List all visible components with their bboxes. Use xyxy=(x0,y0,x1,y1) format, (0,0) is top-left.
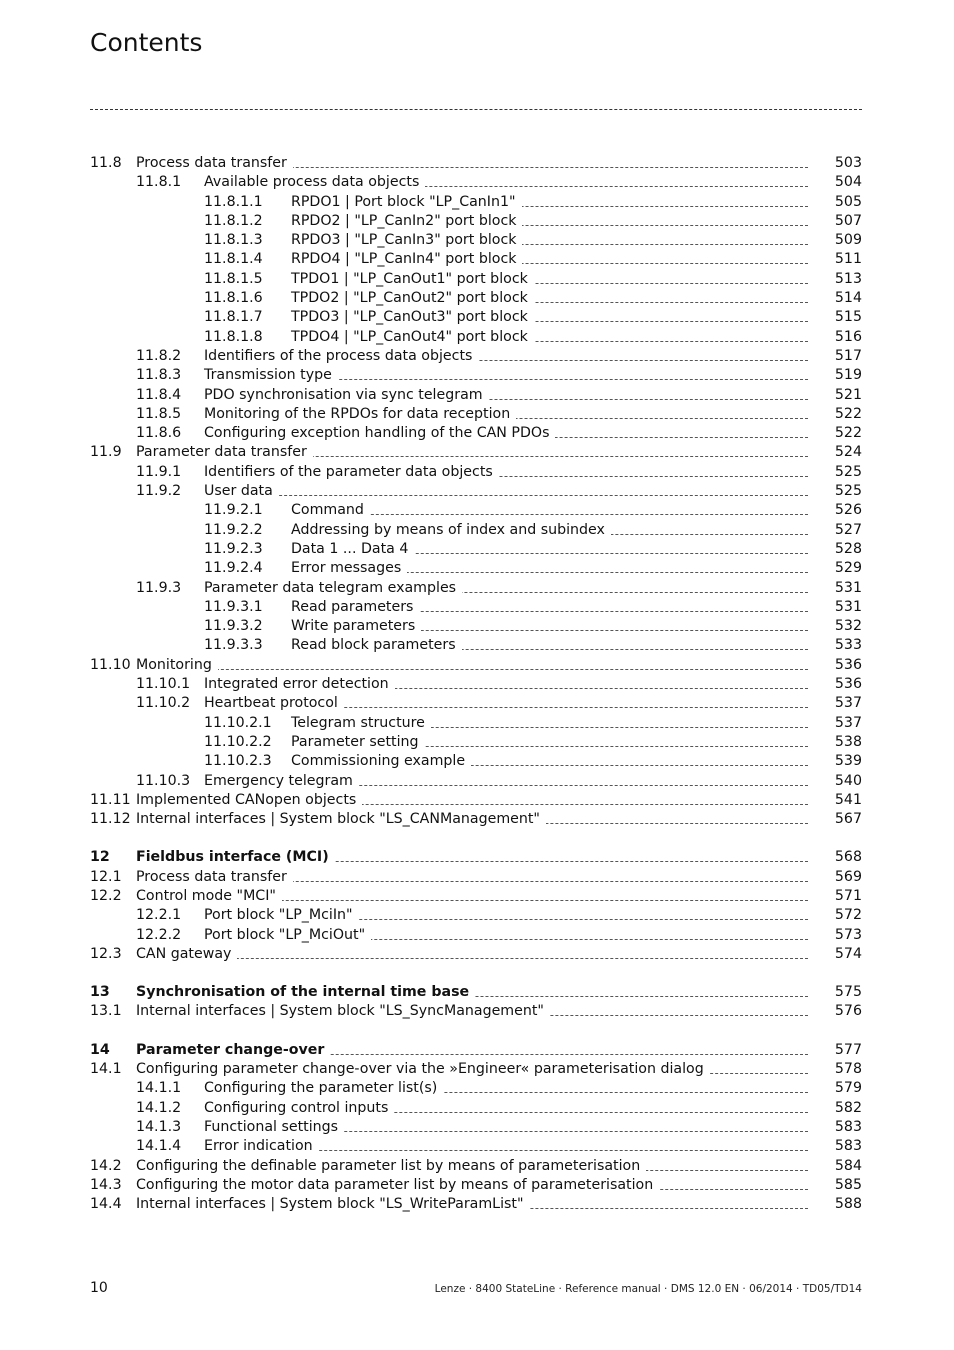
toc-entry[interactable] xyxy=(90,482,862,501)
toc-entry-page: 531 xyxy=(834,579,862,596)
toc-entry[interactable] xyxy=(90,521,862,540)
toc-entry-number: 11.10.3 xyxy=(136,772,191,789)
toc-entry[interactable] xyxy=(90,848,862,867)
toc-entry[interactable] xyxy=(90,173,862,192)
toc-entry[interactable] xyxy=(90,328,862,347)
toc-entry-title: PDO synchronisation via sync telegram xyxy=(204,386,489,405)
toc-entry[interactable] xyxy=(90,656,862,675)
toc-entry-page: 569 xyxy=(834,868,862,885)
toc-entry[interactable] xyxy=(90,1195,862,1214)
toc-entry-title: Available process data objects xyxy=(204,173,425,192)
toc-entry-page: 537 xyxy=(834,714,862,731)
toc-entry[interactable] xyxy=(90,270,862,289)
toc-entry-number: 11.9.2.3 xyxy=(204,540,263,557)
toc-entry-number: 12.2.2 xyxy=(136,926,182,943)
toc-entry-number: 14.1.2 xyxy=(136,1099,182,1116)
toc-entry-title: Fieldbus interface (MCI) xyxy=(136,848,335,867)
toc-entry-page: 527 xyxy=(834,521,862,538)
toc-entry-title: Data 1 ... Data 4 xyxy=(291,540,414,559)
toc-entry-number: 14.1.3 xyxy=(136,1118,182,1135)
toc-entry-number: 11.8.5 xyxy=(136,405,182,422)
toc-leader xyxy=(204,495,808,496)
toc-entry[interactable] xyxy=(90,1002,862,1021)
toc-entry-number: 11.10.2.1 xyxy=(204,714,272,731)
toc-entry[interactable] xyxy=(90,714,862,733)
toc-entry-title: Internal interfaces | System block "LS_CANManagement" xyxy=(136,810,546,829)
toc-entry[interactable] xyxy=(90,424,862,443)
toc-entry[interactable] xyxy=(90,405,862,424)
toc-entry-title: Read block parameters xyxy=(291,636,462,655)
toc-entry[interactable] xyxy=(90,366,862,385)
toc-entry-number: 11.8.1.6 xyxy=(204,290,263,307)
toc-entry[interactable] xyxy=(90,810,862,829)
toc-entry-number: 12.2.1 xyxy=(136,907,182,924)
toc-entry-title: Configuring exception handling of the CAN PDOs xyxy=(204,424,555,443)
toc-entry-number: 13 xyxy=(90,984,110,1001)
toc-entry[interactable] xyxy=(90,675,862,694)
toc-entry-page: 588 xyxy=(834,1196,862,1213)
toc-entry-page: 516 xyxy=(834,328,862,345)
toc-entry-page: 517 xyxy=(834,347,862,364)
toc-entry-page: 576 xyxy=(834,1003,862,1020)
toc-entry-number: 11.9.1 xyxy=(136,463,182,480)
toc-entry[interactable] xyxy=(90,1118,862,1137)
toc-entry-title: Internal interfaces | System block "LS_WriteParamList" xyxy=(136,1195,530,1214)
toc-entry-title: Synchronisation of the internal time base xyxy=(136,983,475,1002)
toc-entry[interactable] xyxy=(90,386,862,405)
toc-entry-page: 571 xyxy=(834,887,862,904)
toc-entry-title: Telegram structure xyxy=(291,714,431,733)
toc-entry-page: 524 xyxy=(834,444,862,461)
toc-entry[interactable] xyxy=(90,752,862,771)
toc-entry-page: 540 xyxy=(834,772,862,789)
toc-entry-page: 568 xyxy=(834,849,862,866)
toc-entry-number: 11.10.1 xyxy=(136,676,191,693)
toc-entry-title: Control mode "MCI" xyxy=(136,887,282,906)
toc-entry-page: 505 xyxy=(834,193,862,210)
toc-entry[interactable] xyxy=(90,231,862,250)
toc-entry-title: TPDO4 | "LP_CanOut4" port block xyxy=(291,328,534,347)
toc-entry-number: 11.9.3.1 xyxy=(204,598,263,615)
toc-entry-page: 514 xyxy=(834,290,862,307)
toc-entry[interactable] xyxy=(90,926,862,945)
toc-entry-number: 11.11 xyxy=(90,791,131,808)
toc-entry[interactable] xyxy=(90,289,862,308)
toc-entry-page: 585 xyxy=(834,1176,862,1193)
toc-entry-title: RPDO4 | "LP_CanIn4" port block xyxy=(291,250,522,269)
toc-entry-page: 525 xyxy=(834,463,862,480)
toc-entry-title: Internal interfaces | System block "LS_SyncManagement" xyxy=(136,1002,550,1021)
table-of-contents xyxy=(90,154,862,1214)
toc-entry-title: Implemented CANopen objects xyxy=(136,791,362,810)
toc-entry[interactable] xyxy=(90,443,862,462)
toc-entry-title: Port block "LP_MciOut" xyxy=(204,926,371,945)
toc-entry[interactable] xyxy=(90,868,862,887)
toc-entry-number: 11.9 xyxy=(90,444,122,461)
toc-entry-page: 541 xyxy=(834,791,862,808)
toc-entry-number: 14.1 xyxy=(90,1061,122,1078)
toc-entry-title: Parameter setting xyxy=(291,733,425,752)
toc-entry-title: Process data transfer xyxy=(136,154,293,173)
toc-entry[interactable] xyxy=(90,694,862,713)
toc-entry[interactable] xyxy=(90,347,862,366)
toc-entry-number: 11.9.3.2 xyxy=(204,618,263,635)
toc-entry-title: Commissioning example xyxy=(291,752,471,771)
toc-entry[interactable] xyxy=(90,1041,862,1060)
toc-entry-title: Write parameters xyxy=(291,617,421,636)
toc-entry-page: 507 xyxy=(834,212,862,229)
toc-entry-title: Configuring control inputs xyxy=(204,1099,394,1118)
toc-entry[interactable] xyxy=(90,212,862,231)
toc-entry-page: 574 xyxy=(834,945,862,962)
toc-entry[interactable] xyxy=(90,463,862,482)
toc-entry[interactable] xyxy=(90,1137,862,1156)
toc-entry-number: 11.8.1.4 xyxy=(204,251,263,268)
toc-entry-title: Configuring parameter change-over via the »Engineer« parameterisation dialog xyxy=(136,1060,710,1079)
toc-entry-title: RPDO1 | Port block "LP_CanIn1" xyxy=(291,193,522,212)
toc-entry-page: 575 xyxy=(834,984,862,1001)
toc-entry-number: 11.9.2 xyxy=(136,483,182,500)
toc-entry-title: Identifiers of the parameter data objects xyxy=(204,463,499,482)
toc-entry-title: CAN gateway xyxy=(136,945,237,964)
toc-entry-number: 11.8 xyxy=(90,155,122,171)
toc-entry-number: 11.8.6 xyxy=(136,425,182,442)
toc-entry-page: 526 xyxy=(834,502,862,519)
toc-entry-number: 13.1 xyxy=(90,1003,122,1020)
toc-entry-title: RPDO2 | "LP_CanIn2" port block xyxy=(291,212,522,231)
toc-entry-page: 567 xyxy=(834,811,862,828)
toc-entry-number: 11.10.2.3 xyxy=(204,753,272,770)
toc-entry-number: 11.9.2.2 xyxy=(204,521,263,538)
toc-entry-number: 14.4 xyxy=(90,1196,122,1213)
toc-entry-title: Parameter data transfer xyxy=(136,443,313,462)
toc-entry-page: 528 xyxy=(834,540,862,557)
toc-entry[interactable] xyxy=(90,733,862,752)
toc-entry-number: 11.8.1 xyxy=(136,174,182,191)
toc-entry-page: 519 xyxy=(834,367,862,384)
toc-entry-title: Monitoring xyxy=(136,656,218,675)
toc-entry-title: TPDO3 | "LP_CanOut3" port block xyxy=(291,308,534,327)
toc-entry-number: 11.8.1.1 xyxy=(204,193,263,210)
toc-entry-number: 14.1.1 xyxy=(136,1080,182,1097)
toc-entry[interactable] xyxy=(90,636,862,655)
toc-entry-page: 537 xyxy=(834,695,862,712)
toc-entry[interactable] xyxy=(90,1176,862,1195)
toc-entry[interactable] xyxy=(90,1079,862,1098)
footer-page-number: 10 xyxy=(90,1280,108,1296)
toc-entry-page: 511 xyxy=(834,251,862,268)
toc-entry[interactable] xyxy=(90,617,862,636)
toc-entry-page: 522 xyxy=(834,425,862,442)
toc-entry-page: 521 xyxy=(834,386,862,403)
toc-entry-number: 12.1 xyxy=(90,868,122,885)
toc-entry[interactable] xyxy=(90,791,862,810)
toc-entry-number: 11.8.1.3 xyxy=(204,232,263,249)
toc-entry-page: 513 xyxy=(834,270,862,287)
toc-entry-number: 11.9.2.4 xyxy=(204,560,263,577)
toc-entry-number: 11.8.1.5 xyxy=(204,270,263,287)
toc-entry[interactable] xyxy=(90,1099,862,1118)
toc-entry-number: 11.10.2.2 xyxy=(204,733,272,750)
toc-entry-title: Identifiers of the process data objects xyxy=(204,347,478,366)
toc-entry-number: 11.8.4 xyxy=(136,386,182,403)
toc-entry[interactable] xyxy=(90,193,862,212)
toc-entry-page: 536 xyxy=(834,676,862,693)
footer-document-info: Lenze · 8400 StateLine · Reference manual · DMS 12.0 EN · 06/2014 · TD05/TD14 xyxy=(434,1283,862,1295)
toc-entry-title: Transmission type xyxy=(204,366,338,385)
toc-entry-page: 536 xyxy=(834,656,862,673)
toc-entry-number: 14 xyxy=(90,1041,110,1058)
toc-entry-number: 11.8.1.2 xyxy=(204,212,263,229)
header-divider xyxy=(90,109,862,110)
toc-entry-page: 577 xyxy=(834,1041,862,1058)
toc-entry[interactable] xyxy=(90,772,862,791)
toc-entry-number: 11.8.1.8 xyxy=(204,328,263,345)
toc-entry-page: 583 xyxy=(834,1138,862,1155)
toc-entry-page: 582 xyxy=(834,1099,862,1116)
toc-entry-number: 11.9.3.3 xyxy=(204,637,263,654)
toc-entry[interactable] xyxy=(90,1060,862,1079)
toc-entry-title: User data xyxy=(204,482,279,501)
toc-entry-page: 529 xyxy=(834,560,862,577)
toc-entry[interactable] xyxy=(90,501,862,520)
toc-entry-page: 525 xyxy=(834,483,862,500)
toc-entry-title: Configuring the parameter list(s) xyxy=(204,1079,443,1098)
toc-entry-page: 579 xyxy=(834,1080,862,1097)
toc-entry-title: Monitoring of the RPDOs for data reception xyxy=(204,405,516,424)
toc-entry-title: Parameter data telegram examples xyxy=(204,579,462,598)
toc-entry-number: 12.3 xyxy=(90,945,122,962)
toc-entry-page: 522 xyxy=(834,405,862,422)
toc-entry-page: 573 xyxy=(834,926,862,943)
toc-entry-title: Heartbeat protocol xyxy=(204,694,344,713)
toc-entry-title: Integrated error detection xyxy=(204,675,395,694)
toc-entry-title: Error messages xyxy=(291,559,407,578)
toc-entry-title: RPDO3 | "LP_CanIn3" port block xyxy=(291,231,522,250)
toc-entry-title: Error indication xyxy=(204,1137,319,1156)
toc-entry-page: 539 xyxy=(834,753,862,770)
toc-entry-number: 11.9.2.1 xyxy=(204,502,263,519)
toc-entry-page: 515 xyxy=(834,309,862,326)
toc-entry[interactable] xyxy=(90,308,862,327)
toc-entry-page: 578 xyxy=(834,1061,862,1078)
toc-entry-number: 11.8.1.7 xyxy=(204,309,263,326)
toc-entry-page: 503 xyxy=(834,155,862,171)
toc-entry[interactable] xyxy=(90,540,862,559)
toc-entry-number: 11.8.2 xyxy=(136,347,182,364)
toc-entry-page: 533 xyxy=(834,637,862,654)
toc-entry-page: 583 xyxy=(834,1118,862,1135)
toc-entry-title: TPDO1 | "LP_CanOut1" port block xyxy=(291,270,534,289)
toc-entry-title: Read parameters xyxy=(291,598,419,617)
toc-entry-page: 504 xyxy=(834,174,862,191)
toc-entry-number: 11.12 xyxy=(90,811,131,828)
toc-entry[interactable] xyxy=(90,559,862,578)
toc-entry-title: Emergency telegram xyxy=(204,772,359,791)
toc-entry-title: Command xyxy=(291,501,370,520)
toc-entry[interactable] xyxy=(90,945,862,964)
toc-entry-title: Port block "LP_MciIn" xyxy=(204,906,359,925)
toc-leader xyxy=(136,669,808,670)
toc-entry-number: 12.2 xyxy=(90,887,122,904)
toc-entry-page: 509 xyxy=(834,232,862,249)
toc-entry-title: Parameter change-over xyxy=(136,1041,330,1060)
toc-entry-number: 11.8.3 xyxy=(136,367,182,384)
toc-entry[interactable] xyxy=(90,1157,862,1176)
toc-entry-title: Functional settings xyxy=(204,1118,344,1137)
toc-entry-title: Configuring the definable parameter list by means of parameterisation xyxy=(136,1157,646,1176)
toc-entry[interactable] xyxy=(90,598,862,617)
toc-entry-title: Process data transfer xyxy=(136,868,293,887)
toc-entry-page: 584 xyxy=(834,1157,862,1174)
toc-entry-number: 12 xyxy=(90,849,110,866)
toc-entry-number: 14.1.4 xyxy=(136,1138,182,1155)
toc-entry-number: 11.9.3 xyxy=(136,579,182,596)
toc-entry[interactable] xyxy=(90,579,862,598)
toc-entry-page: 531 xyxy=(834,598,862,615)
toc-entry-title: Addressing by means of index and subindex xyxy=(291,521,611,540)
toc-entry-number: 14.3 xyxy=(90,1176,122,1193)
toc-entry-page: 538 xyxy=(834,733,862,750)
toc-entry-title: TPDO2 | "LP_CanOut2" port block xyxy=(291,289,534,308)
toc-entry[interactable] xyxy=(90,887,862,906)
toc-entry-page: 532 xyxy=(834,618,862,635)
toc-entry-number: 11.10.2 xyxy=(136,695,191,712)
toc-entry[interactable] xyxy=(90,250,862,269)
toc-entry[interactable] xyxy=(90,154,862,173)
toc-entry-title: Configuring the motor data parameter list by means of parameterisation xyxy=(136,1176,659,1195)
toc-entry[interactable] xyxy=(90,906,862,925)
page-title: Contents xyxy=(90,28,203,57)
toc-entry-page: 572 xyxy=(834,907,862,924)
toc-entry[interactable] xyxy=(90,983,862,1002)
toc-entry-number: 11.10 xyxy=(90,656,131,673)
toc-entry-number: 14.2 xyxy=(90,1157,122,1174)
